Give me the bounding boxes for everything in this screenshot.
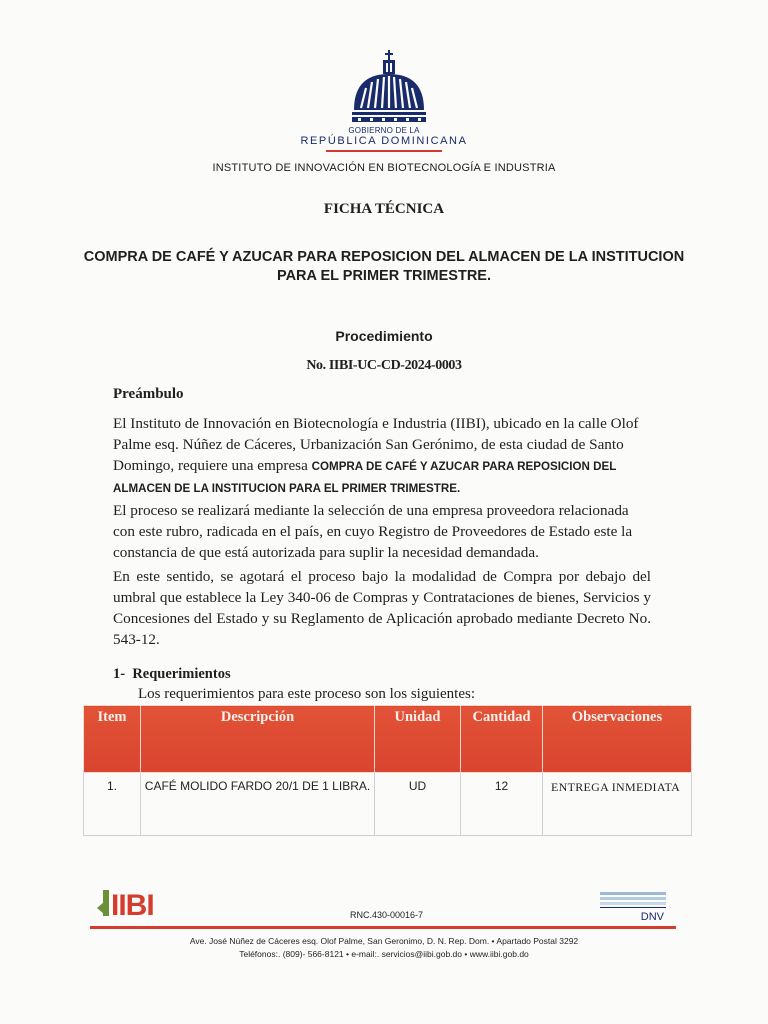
- institute-name: INSTITUTO DE INNOVACIÓN EN BIOTECNOLOGÍA E INDUSTRIA: [212, 162, 556, 174]
- government-dome-logo: [344, 46, 434, 138]
- cell-quantity: 12: [461, 773, 543, 836]
- procedure-label: Procedimiento: [335, 328, 433, 344]
- header-rule: [326, 150, 442, 152]
- paragraph-bold-subject: COMPRA DE CAFÉ Y AZUCAR PARA REPOSICION DEL ALMACEN DE LA INSTITUCION PARA EL PRIMER TRIMESTRE.: [113, 460, 617, 495]
- government-line2: REPÚBLICA DOMINICANA: [300, 135, 468, 147]
- preamble-paragraph-1: [113, 413, 651, 499]
- footer-contact: Teléfonos:. (809)- 566-8121 • e-mail:. servicios@iibi.gob.do • www.iibi.gob.do: [239, 949, 529, 959]
- cell-item: 1.: [84, 773, 141, 836]
- table-header-row: [84, 706, 692, 773]
- footer-rule: [90, 926, 676, 929]
- procedure-number: No. IIBI-UC-CD-2024-0003: [306, 358, 462, 373]
- table-row: [84, 773, 692, 836]
- preamble-paragraph-2: El proceso se realizará mediante la selección de una empresa proveedora relacionada con este rubro, radicada en el país, en cuyo Registro de Proveedores de Estado este la constancia de que está autorizada para suplir la necesidad demandada.: [113, 502, 633, 561]
- footer-address: Ave. José Núñez de Cáceres esq. Olof Palme, San Geronimo, D. N. Rep. Dom. • Apartado Postal 3292: [189, 936, 579, 946]
- document-subject: COMPRA DE CAFÉ Y AZUCAR PARA REPOSICION DEL ALMACEN DE LA INSTITUCION PARA EL PRIMER TRIMESTRE.: [83, 249, 685, 284]
- iibi-logo-text: IIBI: [111, 889, 154, 918]
- header-observations: Observaciones: [543, 706, 692, 773]
- iibi-logo: [95, 886, 175, 918]
- dnv-logo-text: DNV: [640, 911, 664, 922]
- header-quantity: Cantidad: [461, 706, 543, 773]
- document-title: FICHA TÉCNICA: [323, 201, 445, 217]
- rnc-number: RNC.430-00016-7: [350, 910, 424, 920]
- paragraph-text: El Instituto de Innovación en Biotecnología e Industria (IIBI), ubicado en la calle Olof Palme esq. Núñez de Cáceres, Urbanización San Gerónimo, de esta ciudad de Santo Domingo, requiere una empresa: [113, 415, 639, 474]
- preamble-paragraph-3: En este sentido, se agotará el proceso bajo la modalidad de Compra por debajo del umbral que establece la Ley 340-06 de Compras y Contrataciones de bienes, Servicios y Concesiones del Estado y su Reglamento de Aplicación aprobado mediante Decreto No. 543-12.: [113, 568, 651, 648]
- requirements-heading: 1- Requerimientos: [113, 666, 231, 682]
- header-item: Item: [84, 706, 141, 773]
- requirements-intro: Los requerimientos para este proceso son los siguientes:: [138, 686, 476, 702]
- cell-unit: UD: [375, 773, 461, 836]
- dnv-certification-logo: [600, 892, 666, 922]
- header-unit: Unidad: [375, 706, 461, 773]
- cell-observations: ENTREGA INMEDIATA: [543, 773, 692, 836]
- header-description: Descripción: [141, 706, 375, 773]
- preamble-heading: Preámbulo: [113, 386, 184, 402]
- requirements-table: [83, 705, 681, 829]
- government-line1: GOBIERNO DE LA: [348, 126, 420, 135]
- cell-description: CAFÉ MOLIDO FARDO 20/1 DE 1 LIBRA.: [141, 773, 375, 836]
